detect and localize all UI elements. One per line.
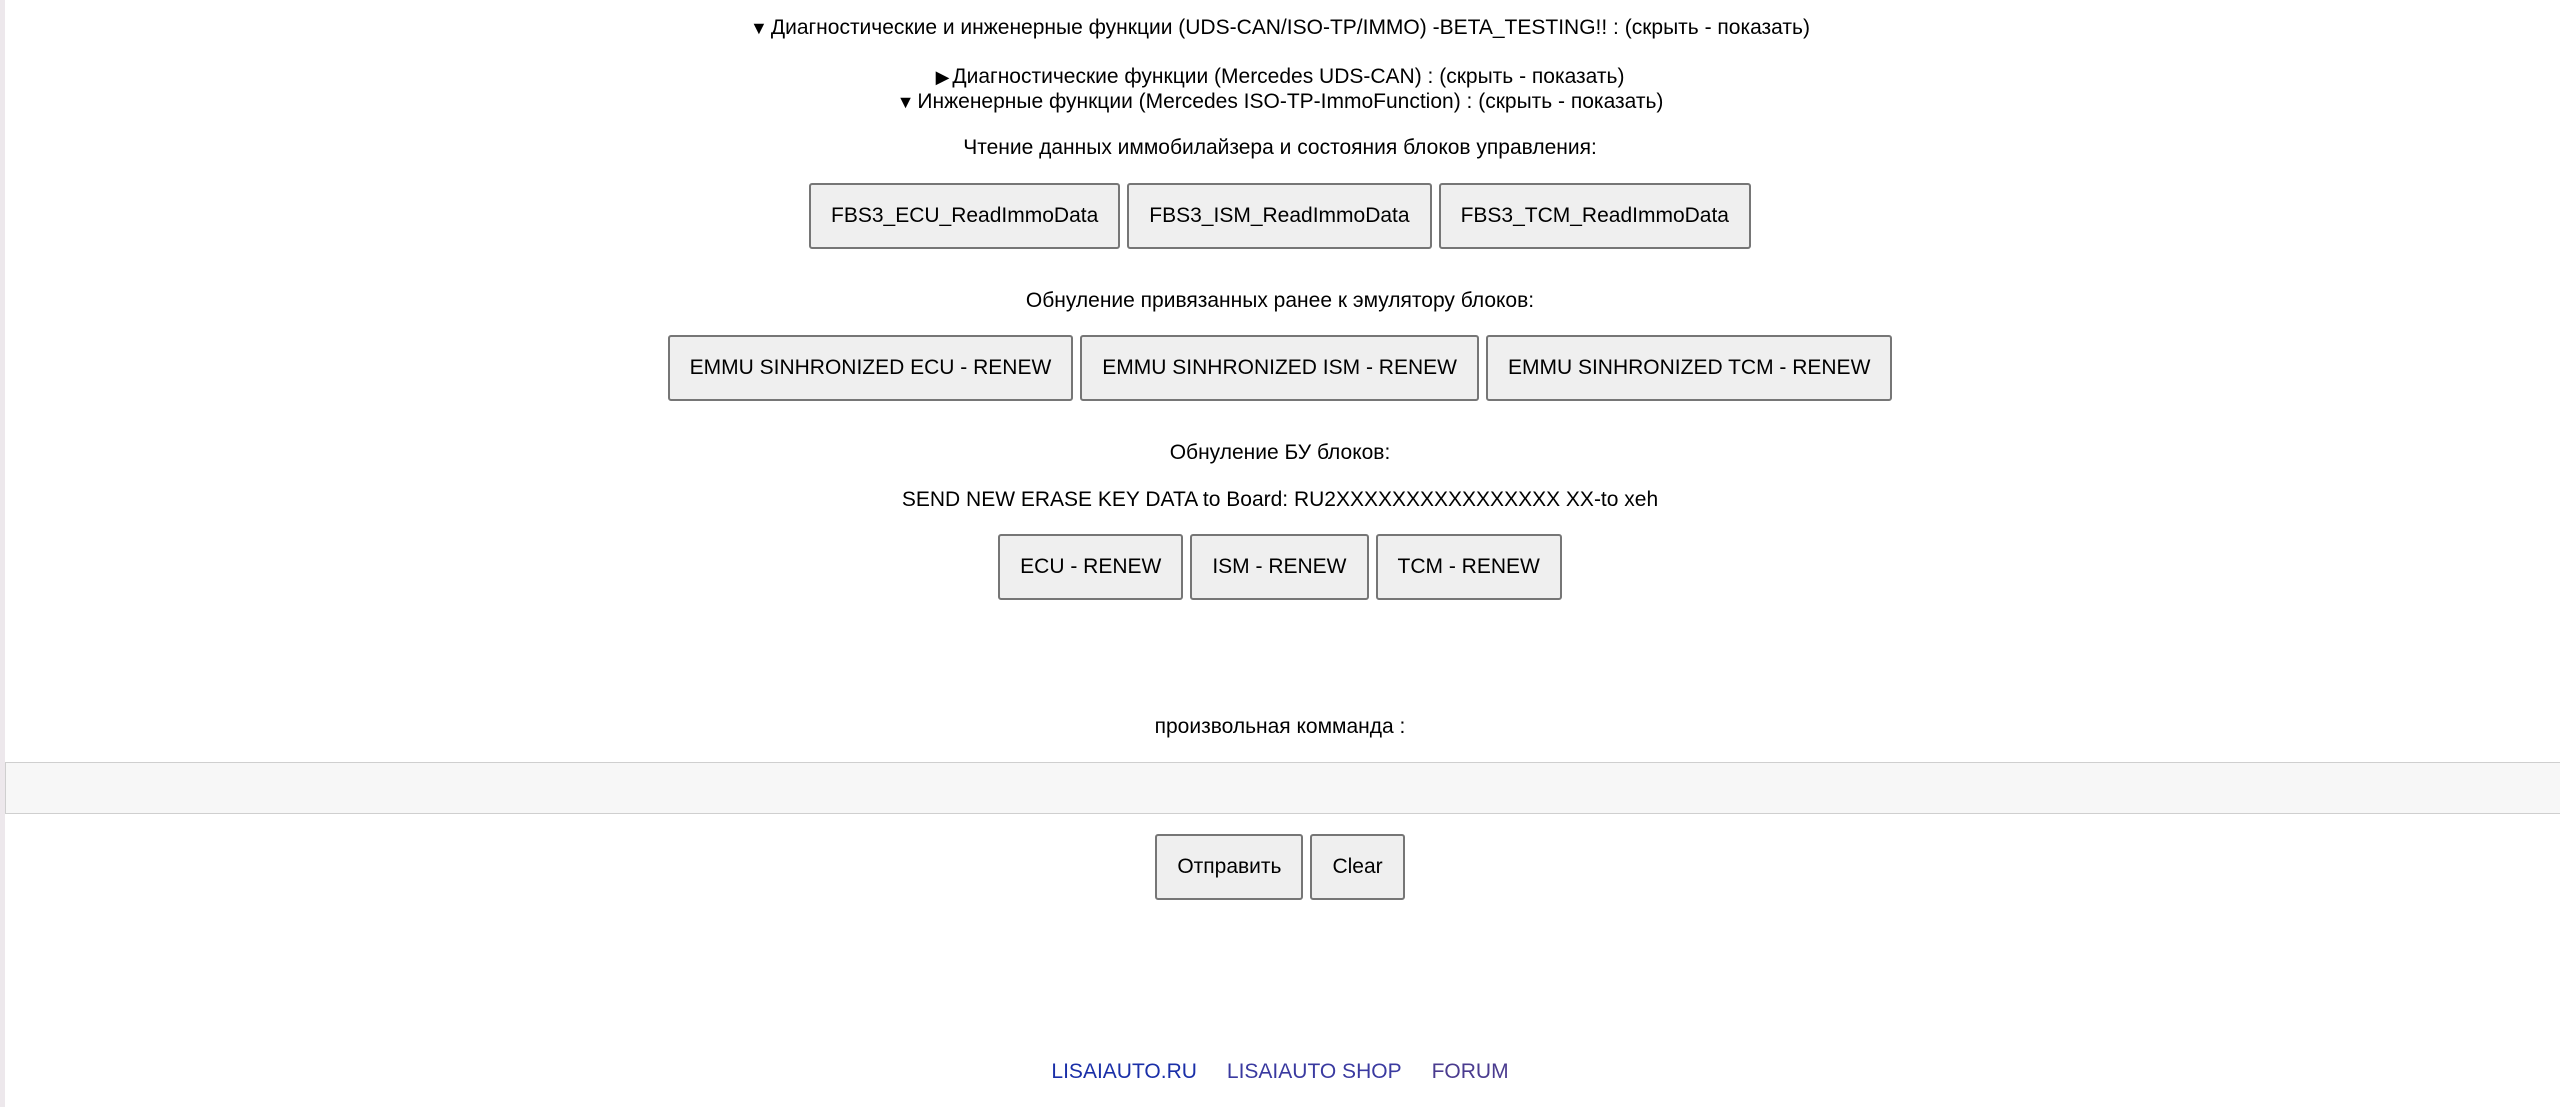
- tcm-renew-button[interactable]: TCM - RENEW: [1376, 534, 1562, 600]
- read-immo-label: Чтение данных иммобилайзера и состояния блоков управления:: [963, 136, 1597, 159]
- eng-section-summary[interactable]: [0, 89, 2560, 115]
- triangle-down-icon: ▼: [896, 92, 915, 112]
- command-label: произвольная комманда :: [1154, 715, 1406, 738]
- clear-button[interactable]: Clear: [1310, 834, 1404, 900]
- fbs3-ecu-read-button[interactable]: FBS3_ECU_ReadImmoData: [809, 183, 1120, 249]
- command-input[interactable]: [5, 762, 2560, 814]
- unit-reset-buttons: [0, 534, 2560, 600]
- triangle-right-icon: ▶: [935, 67, 950, 87]
- emu-reset-buttons: [0, 335, 2560, 401]
- emmu-ism-renew-button[interactable]: EMMU SINHRONIZED ISM - RENEW: [1080, 335, 1479, 401]
- send-button[interactable]: Отправить: [1155, 834, 1303, 900]
- emu-reset-label: Обнуление привязанных ранее к эмулятору блоков:: [1025, 289, 1535, 312]
- diag-section-summary-label: Диагностические функции (Mercedes UDS-CAN) : (скрыть - показать): [952, 65, 1625, 88]
- read-immo-buttons: [0, 183, 2560, 249]
- emmu-tcm-renew-button[interactable]: EMMU SINHRONIZED TCM - RENEW: [1486, 335, 1892, 401]
- footer-link-forum[interactable]: FORUM: [1431, 1060, 1509, 1083]
- eng-section-summary-label: Инженерные функции (Mercedes ISO-TP-ImmoFunction) : (скрыть - показать): [917, 90, 1664, 113]
- footer-link-shop[interactable]: LISAIAUTO SHOP: [1226, 1060, 1402, 1083]
- diag-section-summary[interactable]: [0, 64, 2560, 90]
- emmu-ecu-renew-button[interactable]: EMMU SINHRONIZED ECU - RENEW: [668, 335, 1074, 401]
- send-erase-key-line: SEND NEW ERASE KEY DATA to Board: RU2XXXXXXXXXXXXXXXX XX-to xeh: [901, 488, 1659, 511]
- unit-reset-label: Обнуление БУ блоков:: [1169, 441, 1391, 464]
- fbs3-ism-read-button[interactable]: FBS3_ISM_ReadImmoData: [1127, 183, 1431, 249]
- footer-link-lisaiauto[interactable]: LISAIAUTO.RU: [1051, 1060, 1197, 1083]
- ism-renew-button[interactable]: ISM - RENEW: [1190, 534, 1368, 600]
- fbs3-tcm-read-button[interactable]: FBS3_TCM_ReadImmoData: [1439, 183, 1751, 249]
- triangle-down-icon: ▼: [750, 18, 768, 38]
- main-section-summary[interactable]: [0, 15, 2560, 41]
- main-section-summary-label: Диагностические и инженерные функции (UDS-CAN/ISO-TP/IMMO) -BETA_TESTING!! : (скрыть - показать): [770, 16, 1810, 39]
- ecu-renew-button[interactable]: ECU - RENEW: [998, 534, 1183, 600]
- footer-links: [0, 1059, 2560, 1085]
- command-buttons: [0, 834, 2560, 900]
